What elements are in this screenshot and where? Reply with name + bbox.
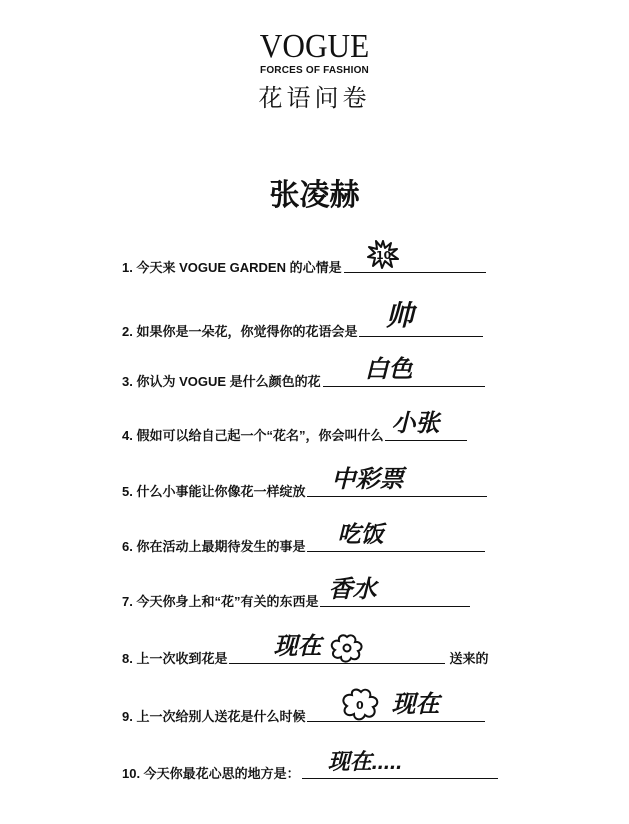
- question-5: [122, 466, 487, 500]
- flower-doodle-icon: [341, 687, 381, 721]
- question-3: [122, 356, 485, 390]
- flower-doodle-icon: [329, 633, 365, 663]
- handwritten-answer: 现在: [391, 691, 440, 718]
- question-text: 5. 什么小事能让你像花一样绽放: [122, 484, 306, 499]
- question-2: [122, 300, 483, 340]
- handwritten-answer: 中彩票: [331, 466, 404, 493]
- flower-scribble-icon: [366, 238, 400, 270]
- handwritten-answer: 香水: [328, 576, 377, 603]
- question-suffix: 送来的: [449, 651, 489, 666]
- question-text: 10. 今天你最花心思的地方是：: [122, 766, 300, 781]
- vogue-logo: VOGUE: [259, 28, 370, 65]
- question-8: [122, 633, 489, 667]
- question-4: [122, 410, 467, 444]
- handwritten-answer: 现在: [273, 633, 322, 660]
- question-text: 1. 今天来 VOGUE GARDEN 的心情是: [122, 260, 342, 275]
- question-6: [122, 521, 485, 555]
- forces-of-fashion-tagline: FORCES OF FASHION: [260, 65, 369, 76]
- question-text: 6. 你在活动上最期待发生的事是: [122, 539, 306, 554]
- question-text: 7. 今天你身上和“花”有关的东西是: [122, 594, 319, 609]
- respondent-name: 张凌赫: [269, 178, 360, 213]
- questionnaire-title: 花语问卷: [258, 84, 371, 112]
- question-1: [122, 246, 486, 276]
- handwritten-answer: 吃饭: [337, 521, 384, 547]
- question-10: [122, 749, 498, 782]
- svg-text:10: 10: [375, 249, 391, 262]
- answer-line: [323, 356, 485, 387]
- handwritten-answer: 帅: [385, 300, 415, 331]
- answer-line: [344, 249, 486, 273]
- answer-line: [302, 749, 498, 779]
- vogue-header: [0, 30, 629, 113]
- answer-line: [307, 521, 485, 552]
- answer-line: [229, 633, 445, 664]
- handwritten-answer: 现在.....: [327, 749, 403, 774]
- question-text: 4. 假如可以给自己起一个“花名”，你会叫什么: [122, 428, 384, 443]
- question-text: 9. 上一次给别人送花是什么时候: [122, 709, 306, 724]
- answer-line: [359, 300, 483, 337]
- answer-line: [385, 410, 467, 441]
- svg-text:0: 0: [356, 699, 365, 712]
- answer-line: [307, 466, 487, 497]
- question-7: [122, 576, 470, 610]
- question-text: 2. 如果你是一朵花，你觉得你的花语会是: [122, 324, 358, 339]
- handwritten-answer: 白色: [364, 356, 413, 383]
- answer-line: [307, 691, 485, 722]
- handwritten-answer: 小张: [391, 410, 440, 437]
- answer-line: [320, 576, 470, 607]
- question-text: 8. 上一次收到花是: [122, 651, 228, 666]
- question-text: 3. 你认为 VOGUE 是什么颜色的花: [122, 374, 321, 389]
- question-9: [122, 691, 485, 725]
